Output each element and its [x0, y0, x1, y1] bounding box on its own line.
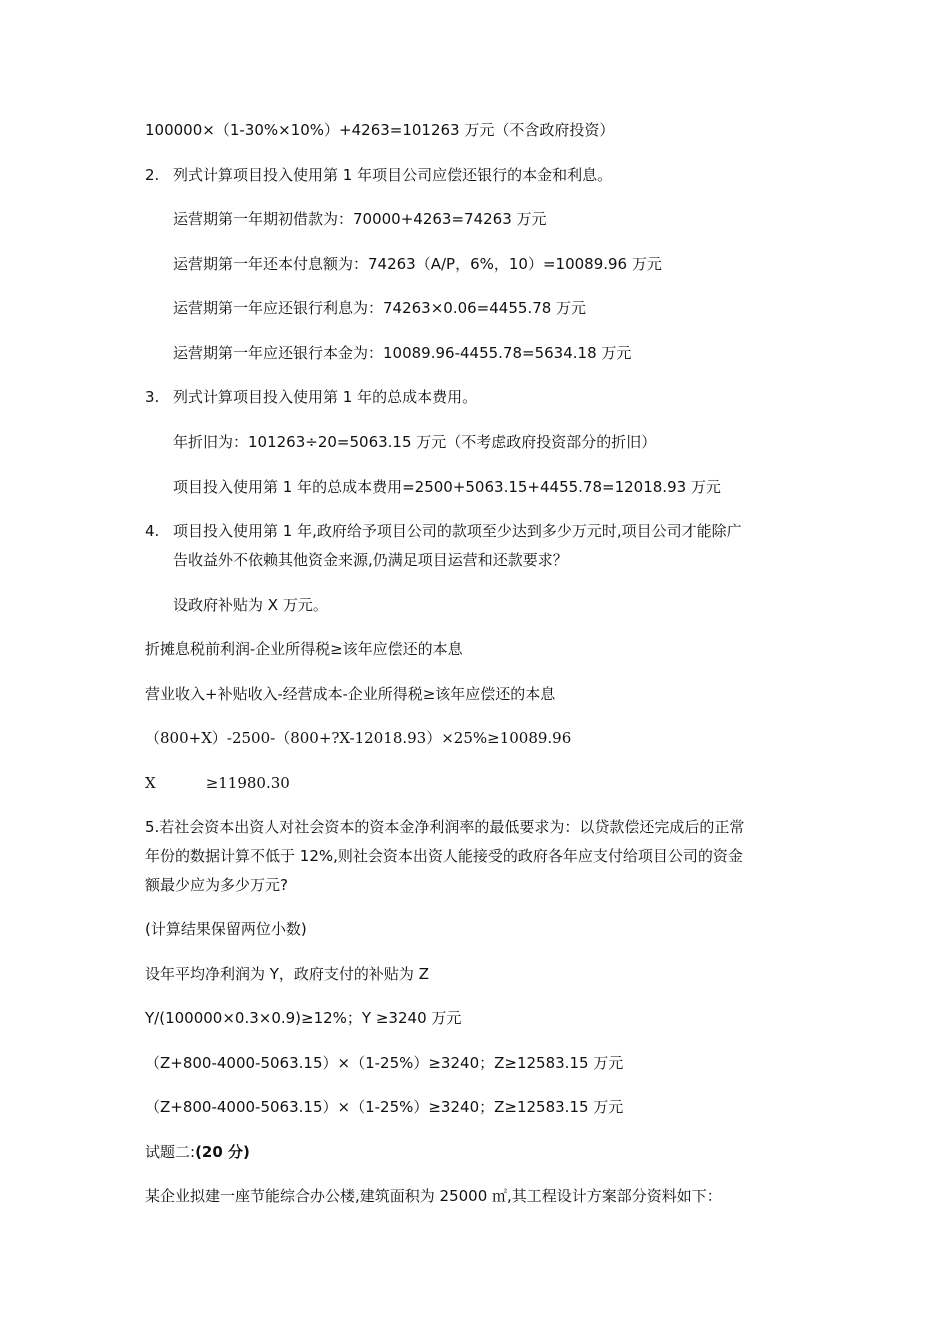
question-heading-line-3: 额最少应为多少万元?: [145, 876, 288, 894]
text-line: 设政府补贴为 X 万元。: [173, 596, 328, 614]
text-line: 某企业拟建一座节能综合办公楼,建筑面积为 25000 ㎡,其工程设计方案部分资料如下：: [145, 1187, 722, 1205]
text-line: 运营期第一年应还银行本金为：10089.96-4455.78=5634.18 万元: [173, 344, 632, 362]
question-heading: 列式计算项目投入使用第 1 年的总成本费用。: [173, 388, 478, 406]
variable-x: X: [145, 774, 156, 792]
question-heading-line-2: 年份的数据计算不低于 12%,则社会资本出资人能接受的政府各年应支付给项目公司的资金: [145, 847, 743, 865]
formula-result: [145, 772, 290, 794]
text-line: (计算结果保留两位小数): [145, 920, 307, 938]
section-score-unit: 分): [222, 1143, 250, 1161]
text-line: 运营期第一年期初借款为：70000+4263=74263 万元: [173, 210, 547, 228]
text-line: 年折旧为：101263÷20=5063.15 万元（不考虑政府投资部分的折旧）: [173, 433, 657, 451]
section-title: 试题二:: [145, 1143, 196, 1161]
question-heading-line-2: 告收益外不依赖其他资金来源,仍满足项目运营和还款要求？: [173, 551, 568, 569]
formula-line: （800+X）-2500-（800+?X-12018.93）×25%≥10089.96: [145, 729, 572, 747]
list-number: 2.: [145, 166, 160, 184]
result-value: ≥11980.30: [205, 774, 290, 792]
text-line: 100000×（1-30%×10%）+4263=101263 万元（不含政府投资）: [145, 121, 615, 139]
text-line: 运营期第一年应还银行利息为：74263×0.06=4455.78 万元: [173, 299, 587, 317]
text-line: 折摊息税前利润-企业所得税≥该年应偿还的本息: [145, 640, 463, 658]
list-number: 4.: [145, 522, 160, 540]
question-heading-line-1: 项目投入使用第 1 年,政府给予项目公司的款项至少达到多少万元时,项目公司才能除广: [173, 522, 742, 540]
text-line: 设年平均净利润为 Y，政府支付的补贴为 Z: [145, 965, 429, 983]
formula-line: （Z+800-4000-5063.15）×（1-25%）≥3240；Z≥12583.15 万元: [145, 1098, 624, 1116]
question-heading-line-1: 5.若社会资本出资人对社会资本的资本金净利润率的最低要求为：以贷款偿还完成后的正常: [145, 818, 745, 836]
section-score: (20: [195, 1143, 223, 1161]
section-heading: [145, 1141, 250, 1163]
list-number: 3.: [145, 388, 160, 406]
text-line: 运营期第一年还本付息额为：74263（A/P，6%，10）=10089.96 万元: [173, 255, 662, 273]
question-heading: 列式计算项目投入使用第 1 年项目公司应偿还银行的本金和利息。: [173, 166, 613, 184]
formula-line: Y/(100000×0.3×0.9)≥12%；Y ≥3240 万元: [145, 1009, 462, 1027]
formula-line: （Z+800-4000-5063.15）×（1-25%）≥3240；Z≥12583.15 万元: [145, 1054, 624, 1072]
text-line: 营业收入+补贴收入-经营成本-企业所得税≥该年应偿还的本息: [145, 685, 556, 703]
text-line: 项目投入使用第 1 年的总成本费用=2500+5063.15+4455.78=12018.93 万元: [173, 478, 721, 496]
